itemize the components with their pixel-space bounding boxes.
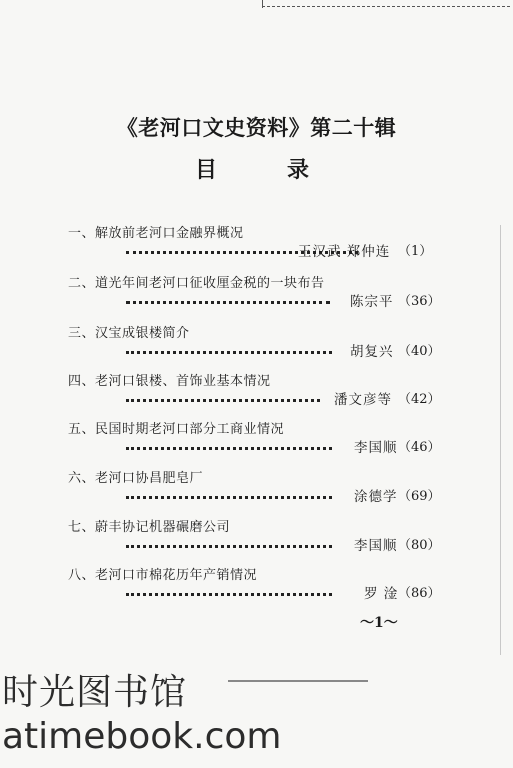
toc-entry-page: （36） xyxy=(398,294,441,309)
bottom-rule xyxy=(228,680,368,682)
toc-entry-author: 涂德学 xyxy=(354,489,398,505)
toc-entry-title: 四、老河口银楼、首饰业基本情况 xyxy=(68,374,271,389)
toc-entry-page: （40） xyxy=(398,344,441,359)
toc-entry-page: （69） xyxy=(398,489,441,504)
toc-entry-title: 二、道光年间老河口征收厘金税的一块布告 xyxy=(68,276,325,291)
toc-entry-title: 七、蔚丰协记机器碾磨公司 xyxy=(68,520,231,535)
leader-dots xyxy=(126,496,332,499)
toc-entry-page: （80） xyxy=(398,538,441,553)
toc-entry-2[interactable] xyxy=(68,272,441,318)
toc-entry-8[interactable] xyxy=(68,564,441,610)
toc-entry-author: 王汉武 郑仲连 xyxy=(298,244,391,260)
toc-entry-author: 胡复兴 xyxy=(350,344,394,360)
toc-entry-page: （46） xyxy=(398,440,441,455)
right-margin-rule xyxy=(500,225,501,655)
toc-heading xyxy=(195,153,325,183)
leader-dots xyxy=(126,545,332,548)
watermark-url: atimebook.com xyxy=(2,716,282,757)
toc-heading-char-2: 录 xyxy=(287,157,310,183)
leader-dots xyxy=(126,301,330,304)
toc-entry-5[interactable] xyxy=(68,418,441,464)
toc-heading-char-1: 目 xyxy=(195,157,218,183)
page-number: ～1～ xyxy=(360,615,398,631)
toc-entry-4[interactable] xyxy=(68,370,441,416)
toc-entry-author: 陈宗平 xyxy=(350,294,394,310)
toc-entry-title: 八、老河口市棉花历年产销情况 xyxy=(68,568,258,583)
toc-entry-3[interactable] xyxy=(68,322,441,368)
toc-entry-page: （42） xyxy=(398,392,441,407)
book-title: 《老河口文史资料》第二十辑 xyxy=(116,115,397,140)
toc-entry-page: （1） xyxy=(398,244,433,259)
toc-entry-title: 三、汉宝成银楼简介 xyxy=(68,326,190,341)
toc-entry-title: 一、解放前老河口金融界概况 xyxy=(68,226,244,241)
toc-entry-author: 李国顺 xyxy=(354,538,398,554)
toc-entry-6[interactable] xyxy=(68,467,441,513)
leader-dots xyxy=(126,593,332,596)
toc-entry-page: （86） xyxy=(398,586,441,601)
toc-entry-title: 六、老河口协昌肥皂厂 xyxy=(68,471,204,486)
toc-entry-title: 五、民国时期老河口部分工商业情况 xyxy=(68,422,285,437)
top-dashed-line xyxy=(262,6,510,7)
leader-dots xyxy=(126,399,320,402)
leader-dots xyxy=(126,447,332,450)
toc-entry-7[interactable] xyxy=(68,516,441,562)
leader-dots xyxy=(126,351,332,354)
toc-entry-author: 李国顺 xyxy=(354,440,398,456)
toc-entry-author: 潘文彦等 xyxy=(334,392,392,408)
toc-entry-1[interactable] xyxy=(68,222,438,268)
watermark-chinese: 时光图书馆 xyxy=(2,672,188,713)
toc-entry-author: 罗 淦 xyxy=(364,586,399,602)
